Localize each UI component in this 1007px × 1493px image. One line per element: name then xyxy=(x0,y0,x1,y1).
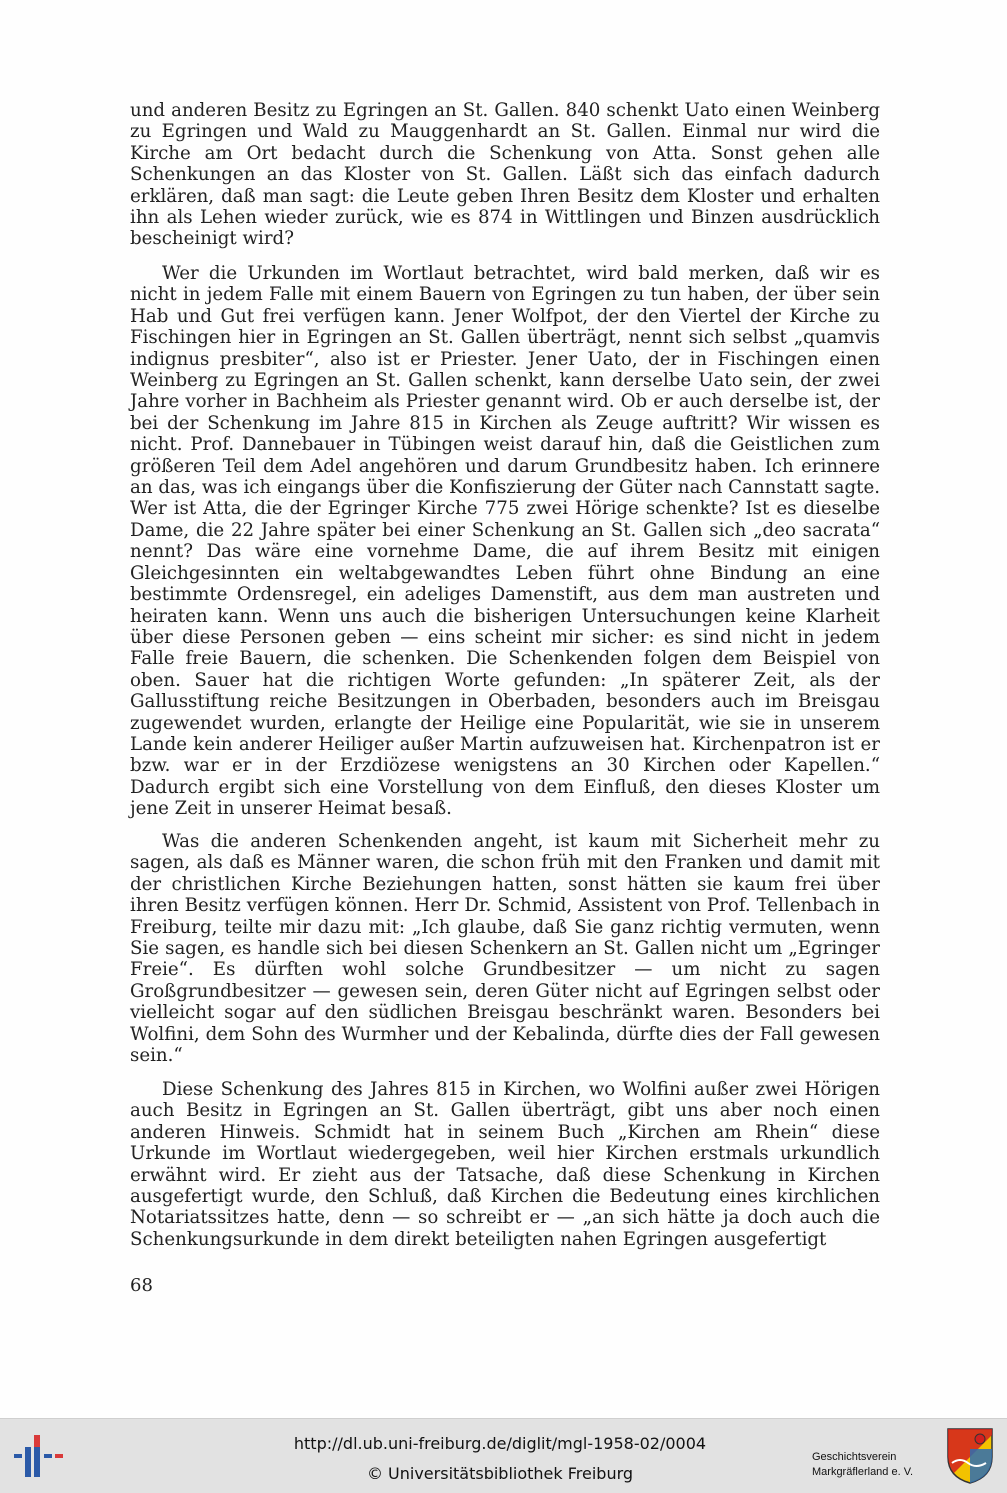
paragraph: Wer die Urkunden im Wortlaut betrachtet, wird bald merken, daß wir es nicht in jedem Falle mit einem Bauern von Egringen zu tun haben, der über sein Hab und Gut frei verfügen kann. Jener Wolfpot, der den Viertel der Kirche zu Fischingen hier in Egringen an St. Gallen überträgt, nennt sich selbst „quamvis indignus presbiter“, also ist er Priester. Jener Uato, der in Fischingen einen Weinberg zu Egringen an St. Gallen schenkt, kann derselbe Uato sein, der zwei Jahre vorher in Bachheim als Priester genannt wird. Ob er auch derselbe ist, der bei der Schenkung im Jahre 815 in Kirchen als Zeuge auftritt? Wir wissen es nicht. Prof. Dannebauer in Tübingen weist darauf hin, daß die Geistlichen zum größeren Teil dem Adel angehören und darum Grundbesitz haben. Ich erinnere an das, was ich eingangs über die Konfiszierung der Güter nach Cannstatt sagte. Wer ist Atta, die der Egringer Kirche 775 zwei Hörige schenkte? Ist es dieselbe Dame, die 22 Jahre später bei einer Schenkung an St. Gallen sich „deo sacrata“ nennt? Das wäre eine vornehme Dame, die auf ihrem Besitz mit einigen Gleichgesinnten ein weltabgewandtes Leben führt ohne Bindung an eine bestimmte Ordensregel, ein adeliges Damenstift, aus dem man austreten und heiraten kann. Wenn uns auch die bisherigen Untersuchungen keine Klarheit über diese Personen geben — eins scheint mir sicher: es sind nicht in jedem Falle freie Bauern, die schenken. Die Schenkenden folgen dem Beispiel von oben. Sauer hat die richtigen Worte gefunden: „In späterer Zeit, als der Gallusstiftung reiche Besitzungen in Oberbaden, besonders auch im Breisgau zugewendet wurden, erlangte der Heilige eine Popularität, wie sie in unserem Lande kein anderer Heiliger außer Martin aufzuweisen hat. Kirchenpatron ist er bzw. war er in der Erzdiözese wenigstens an 30 Kirchen oder Kapellen.“ Dadurch ergibt sich eine Vorstellung von dem Einfluß, den dieses Kloster um jene Zeit in unserer Heimat besaß. xyxy=(130,263,880,820)
coat-of-arms-icon xyxy=(946,1427,994,1485)
copyright-text: © Universitätsbibliothek Freiburg xyxy=(366,1464,634,1483)
paragraph: und anderen Besitz zu Egringen an St. Gallen. 840 schenkt Uato einen Weinberg zu Egringen und Wald zu Mauggenhardt an St. Gallen. Einmal nur wird die Kirche am Ort bedacht durch die Schenkung von Atta. Sonst gehen alle Schenkungen an das Kloster von St. Gallen. Läßt sich das einfach dadurch erklären, daß man sagt: die Leute geben Ihren Besitz dem Kloster und erhalten ihn als Lehen wieder zurück, wie es 874 in Wittlingen und Binzen ausdrücklich bescheinigt wird? xyxy=(130,100,880,250)
ub-freiburg-logo-icon[interactable] xyxy=(14,1433,66,1479)
permalink-url[interactable]: http://dl.ub.uni-freiburg.de/diglit/mgl-1958-02/0004 xyxy=(293,1434,707,1453)
paragraph: Diese Schenkung des Jahres 815 in Kirchen, wo Wolfini außer zwei Hörigen auch Besitz in Egringen an St. Gallen überträgt, gibt uns aber noch einen anderen Hinweis. Schmidt hat in seinem Buch „Kirchen am Rhein“ diese Urkunde im Wortlaut wiedergegeben, weil hier Kirchen erstmals urkundlich erwähnt wird. Er zieht aus der Tatsache, daß diese Schenkung in Kirchen ausgefertigt wurde, den Schluß, daß Kirchen die Bedeutung eines kirchlichen Notariatssitzes hatte, denn — so schreibt er — „an sich hätte ja doch auch die Schenkungsurkunde in dem direkt beteiligten nahen Egringen ausgefertigt xyxy=(130,1079,880,1250)
society-name-line-2: Markgräflerland e. V. xyxy=(812,1466,914,1478)
page-number: 68 xyxy=(130,1275,153,1296)
viewer-footer xyxy=(0,1418,1007,1493)
paragraph: Was die anderen Schenkenden angeht, ist kaum mit Sicherheit mehr zu sagen, als daß es Männer waren, die schon früh mit den Franken und damit mit der christlichen Kirche Beziehungen hatten, sonst hätten sie kaum frei über ihren Besitz verfügen können. Herr Dr. Schmid, Assistent von Prof. Tellenbach in Freiburg, teilte mir dazu mit: „Ich glaube, daß Sie ganz richtig vermuten, wenn Sie sagen, es handle sich bei diesen Schenkern an St. Gallen nicht um „Egringer Freie“. Es dürften wohl solche Grundbesitzer — um nicht zu sagen Großgrundbesitzer — gewesen sein, deren Güter nicht auf Egringen selbst oder vielleicht sogar auf den südlichen Breisgau beschränkt waren. Besonders bei Wolfini, dem Sohn des Wurmher und der Kebalinda, dürfte dies der Fall gewesen sein.“ xyxy=(130,831,880,1067)
society-name xyxy=(812,1450,942,1480)
society-name-line-1: Geschichtsverein xyxy=(812,1451,897,1463)
text-body xyxy=(130,100,880,1255)
